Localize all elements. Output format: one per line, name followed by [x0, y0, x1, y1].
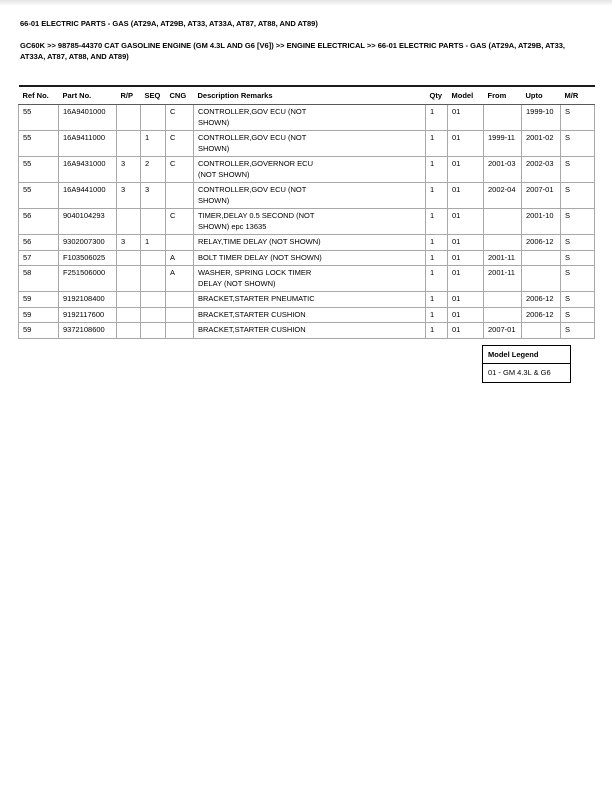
table-row	[19, 105, 595, 131]
cell-upto	[522, 323, 561, 339]
cell-cng: A	[166, 250, 194, 266]
cell-part: 16A9431000	[59, 157, 117, 183]
cell-qty: 1	[426, 105, 448, 131]
cell-desc: BOLT TIMER DELAY (NOT SHOWN)	[194, 250, 426, 266]
model-legend-entry: 01 - GM 4.3L & G6	[488, 368, 551, 377]
cell-rp: 3	[117, 183, 141, 209]
cell-desc: BRACKET,STARTER CUSHION	[194, 307, 426, 323]
cell-from	[484, 105, 522, 131]
cell-seq	[141, 250, 166, 266]
cell-model: 01	[448, 131, 484, 157]
cell-mr: S	[561, 183, 595, 209]
cell-model: 01	[448, 250, 484, 266]
cell-ref: 55	[19, 105, 59, 131]
cell-from	[484, 235, 522, 251]
cell-part: 9372108600	[59, 323, 117, 339]
cell-model: 01	[448, 292, 484, 308]
cell-from: 2002-04	[484, 183, 522, 209]
cell-ref: 58	[19, 266, 59, 292]
cell-cng: C	[166, 131, 194, 157]
cell-model: 01	[448, 307, 484, 323]
col-header-upto: Upto	[522, 86, 561, 105]
table-row	[19, 183, 595, 209]
cell-cng	[166, 323, 194, 339]
cell-mr: S	[561, 105, 595, 131]
col-header-rp: R/P	[117, 86, 141, 105]
cell-seq	[141, 105, 166, 131]
cell-seq	[141, 292, 166, 308]
cell-qty: 1	[426, 307, 448, 323]
cell-model: 01	[448, 105, 484, 131]
cell-rp: 3	[117, 235, 141, 251]
cell-ref: 55	[19, 157, 59, 183]
cell-seq: 1	[141, 131, 166, 157]
cell-rp: 3	[117, 157, 141, 183]
cell-rp	[117, 266, 141, 292]
cell-cng: C	[166, 105, 194, 131]
breadcrumb: GC60K >> 98785-44370 CAT GASOLINE ENGINE (GM 4.3L AND G6 [V6]) >> ENGINE ELECTRICAL >> 66-01 ELECTRIC PARTS - GAS (AT29A, AT29B, AT33, AT33A, AT87, AT88, AND AT89)	[20, 41, 565, 61]
cell-seq	[141, 307, 166, 323]
model-legend-title: Model Legend	[483, 346, 570, 364]
cell-qty: 1	[426, 235, 448, 251]
cell-qty: 1	[426, 131, 448, 157]
cell-model: 01	[448, 209, 484, 235]
cell-cng	[166, 235, 194, 251]
cell-rp	[117, 323, 141, 339]
cell-qty: 1	[426, 157, 448, 183]
table-row	[19, 292, 595, 308]
cell-upto	[522, 266, 561, 292]
cell-seq: 2	[141, 157, 166, 183]
cell-mr: S	[561, 323, 595, 339]
cell-rp	[117, 105, 141, 131]
cell-upto: 2002-03	[522, 157, 561, 183]
cell-ref: 56	[19, 209, 59, 235]
cell-part: 9192117600	[59, 307, 117, 323]
cell-qty: 1	[426, 250, 448, 266]
cell-model: 01	[448, 235, 484, 251]
table-row	[19, 235, 595, 251]
cell-part: 16A9411000	[59, 131, 117, 157]
cell-upto: 1999-10	[522, 105, 561, 131]
col-header-from: From	[484, 86, 522, 105]
cell-cng: A	[166, 266, 194, 292]
cell-part: F251506000	[59, 266, 117, 292]
cell-rp	[117, 209, 141, 235]
col-header-description-remarks: Description Remarks	[194, 86, 426, 105]
table-header-row	[19, 86, 595, 105]
cell-rp	[117, 131, 141, 157]
table-row	[19, 157, 595, 183]
cell-upto: 2006-12	[522, 292, 561, 308]
col-header-ref-no: Ref No.	[19, 86, 59, 105]
cell-seq: 1	[141, 235, 166, 251]
cell-upto: 2001-10	[522, 209, 561, 235]
col-header-seq: SEQ	[141, 86, 166, 105]
col-header-mr: M/R	[561, 86, 595, 105]
cell-cng: C	[166, 209, 194, 235]
model-legend-entries	[483, 364, 570, 382]
cell-from	[484, 307, 522, 323]
cell-ref: 56	[19, 235, 59, 251]
page-top-edge	[0, 0, 612, 6]
cell-seq	[141, 323, 166, 339]
cell-ref: 55	[19, 183, 59, 209]
cell-mr: S	[561, 250, 595, 266]
cell-cng: C	[166, 157, 194, 183]
page-title: 66-01 ELECTRIC PARTS - GAS (AT29A, AT29B, AT33, AT33A, AT87, AT88, AND AT89)	[20, 19, 318, 28]
cell-from	[484, 209, 522, 235]
cell-rp	[117, 250, 141, 266]
cell-mr: S	[561, 209, 595, 235]
cell-mr: S	[561, 266, 595, 292]
cell-seq: 3	[141, 183, 166, 209]
cell-from: 2001-03	[484, 157, 522, 183]
cell-part: 16A9401000	[59, 105, 117, 131]
cell-model: 01	[448, 183, 484, 209]
cell-mr: S	[561, 307, 595, 323]
cell-model: 01	[448, 323, 484, 339]
cell-qty: 1	[426, 183, 448, 209]
parts-table-body	[19, 105, 595, 339]
cell-mr: S	[561, 292, 595, 308]
table-row	[19, 250, 595, 266]
cell-seq	[141, 266, 166, 292]
cell-desc: BRACKET,STARTER CUSHION	[194, 323, 426, 339]
table-row	[19, 209, 595, 235]
cell-cng	[166, 183, 194, 209]
cell-from: 2001-11	[484, 266, 522, 292]
cell-desc: CONTROLLER,GOV ECU (NOT SHOWN)	[194, 105, 426, 131]
cell-model: 01	[448, 157, 484, 183]
cell-desc: WASHER, SPRING LOCK TIMER DELAY (NOT SHOWN)	[194, 266, 426, 292]
cell-qty: 1	[426, 323, 448, 339]
cell-desc: CONTROLLER,GOVERNOR ECU (NOT SHOWN)	[194, 157, 426, 183]
cell-upto: 2001-02	[522, 131, 561, 157]
col-header-part-no: Part No.	[59, 86, 117, 105]
table-row	[19, 307, 595, 323]
table-row	[19, 131, 595, 157]
col-header-qty: Qty	[426, 86, 448, 105]
cell-upto	[522, 250, 561, 266]
cell-from	[484, 292, 522, 308]
col-header-model: Model	[448, 86, 484, 105]
cell-qty: 1	[426, 209, 448, 235]
cell-desc: CONTROLLER,GOV ECU (NOT SHOWN)	[194, 183, 426, 209]
cell-upto: 2006-12	[522, 307, 561, 323]
cell-ref: 55	[19, 131, 59, 157]
cell-ref: 59	[19, 307, 59, 323]
cell-desc: CONTROLLER,GOV ECU (NOT SHOWN)	[194, 131, 426, 157]
cell-upto: 2007-01	[522, 183, 561, 209]
cell-cng	[166, 292, 194, 308]
table-row	[19, 266, 595, 292]
cell-part: 9192108400	[59, 292, 117, 308]
cell-ref: 59	[19, 292, 59, 308]
cell-desc: RELAY,TIME DELAY (NOT SHOWN)	[194, 235, 426, 251]
cell-desc: TIMER,DELAY 0.5 SECOND (NOT SHOWN) epc 13635	[194, 209, 426, 235]
cell-qty: 1	[426, 266, 448, 292]
table-row	[19, 323, 595, 339]
cell-model: 01	[448, 266, 484, 292]
cell-rp	[117, 307, 141, 323]
cell-from: 2007-01	[484, 323, 522, 339]
cell-mr: S	[561, 131, 595, 157]
cell-ref: 59	[19, 323, 59, 339]
cell-cng	[166, 307, 194, 323]
parts-table	[18, 85, 595, 339]
cell-from: 2001-11	[484, 250, 522, 266]
cell-mr: S	[561, 157, 595, 183]
cell-seq	[141, 209, 166, 235]
cell-part: 9040104293	[59, 209, 117, 235]
cell-part: F103506025	[59, 250, 117, 266]
cell-desc: BRACKET,STARTER PNEUMATIC	[194, 292, 426, 308]
cell-upto: 2006-12	[522, 235, 561, 251]
cell-rp	[117, 292, 141, 308]
cell-from: 1999-11	[484, 131, 522, 157]
cell-part: 9302007300	[59, 235, 117, 251]
cell-ref: 57	[19, 250, 59, 266]
cell-mr: S	[561, 235, 595, 251]
col-header-cng: CNG	[166, 86, 194, 105]
model-legend	[482, 345, 571, 383]
cell-part: 16A9441000	[59, 183, 117, 209]
cell-qty: 1	[426, 292, 448, 308]
